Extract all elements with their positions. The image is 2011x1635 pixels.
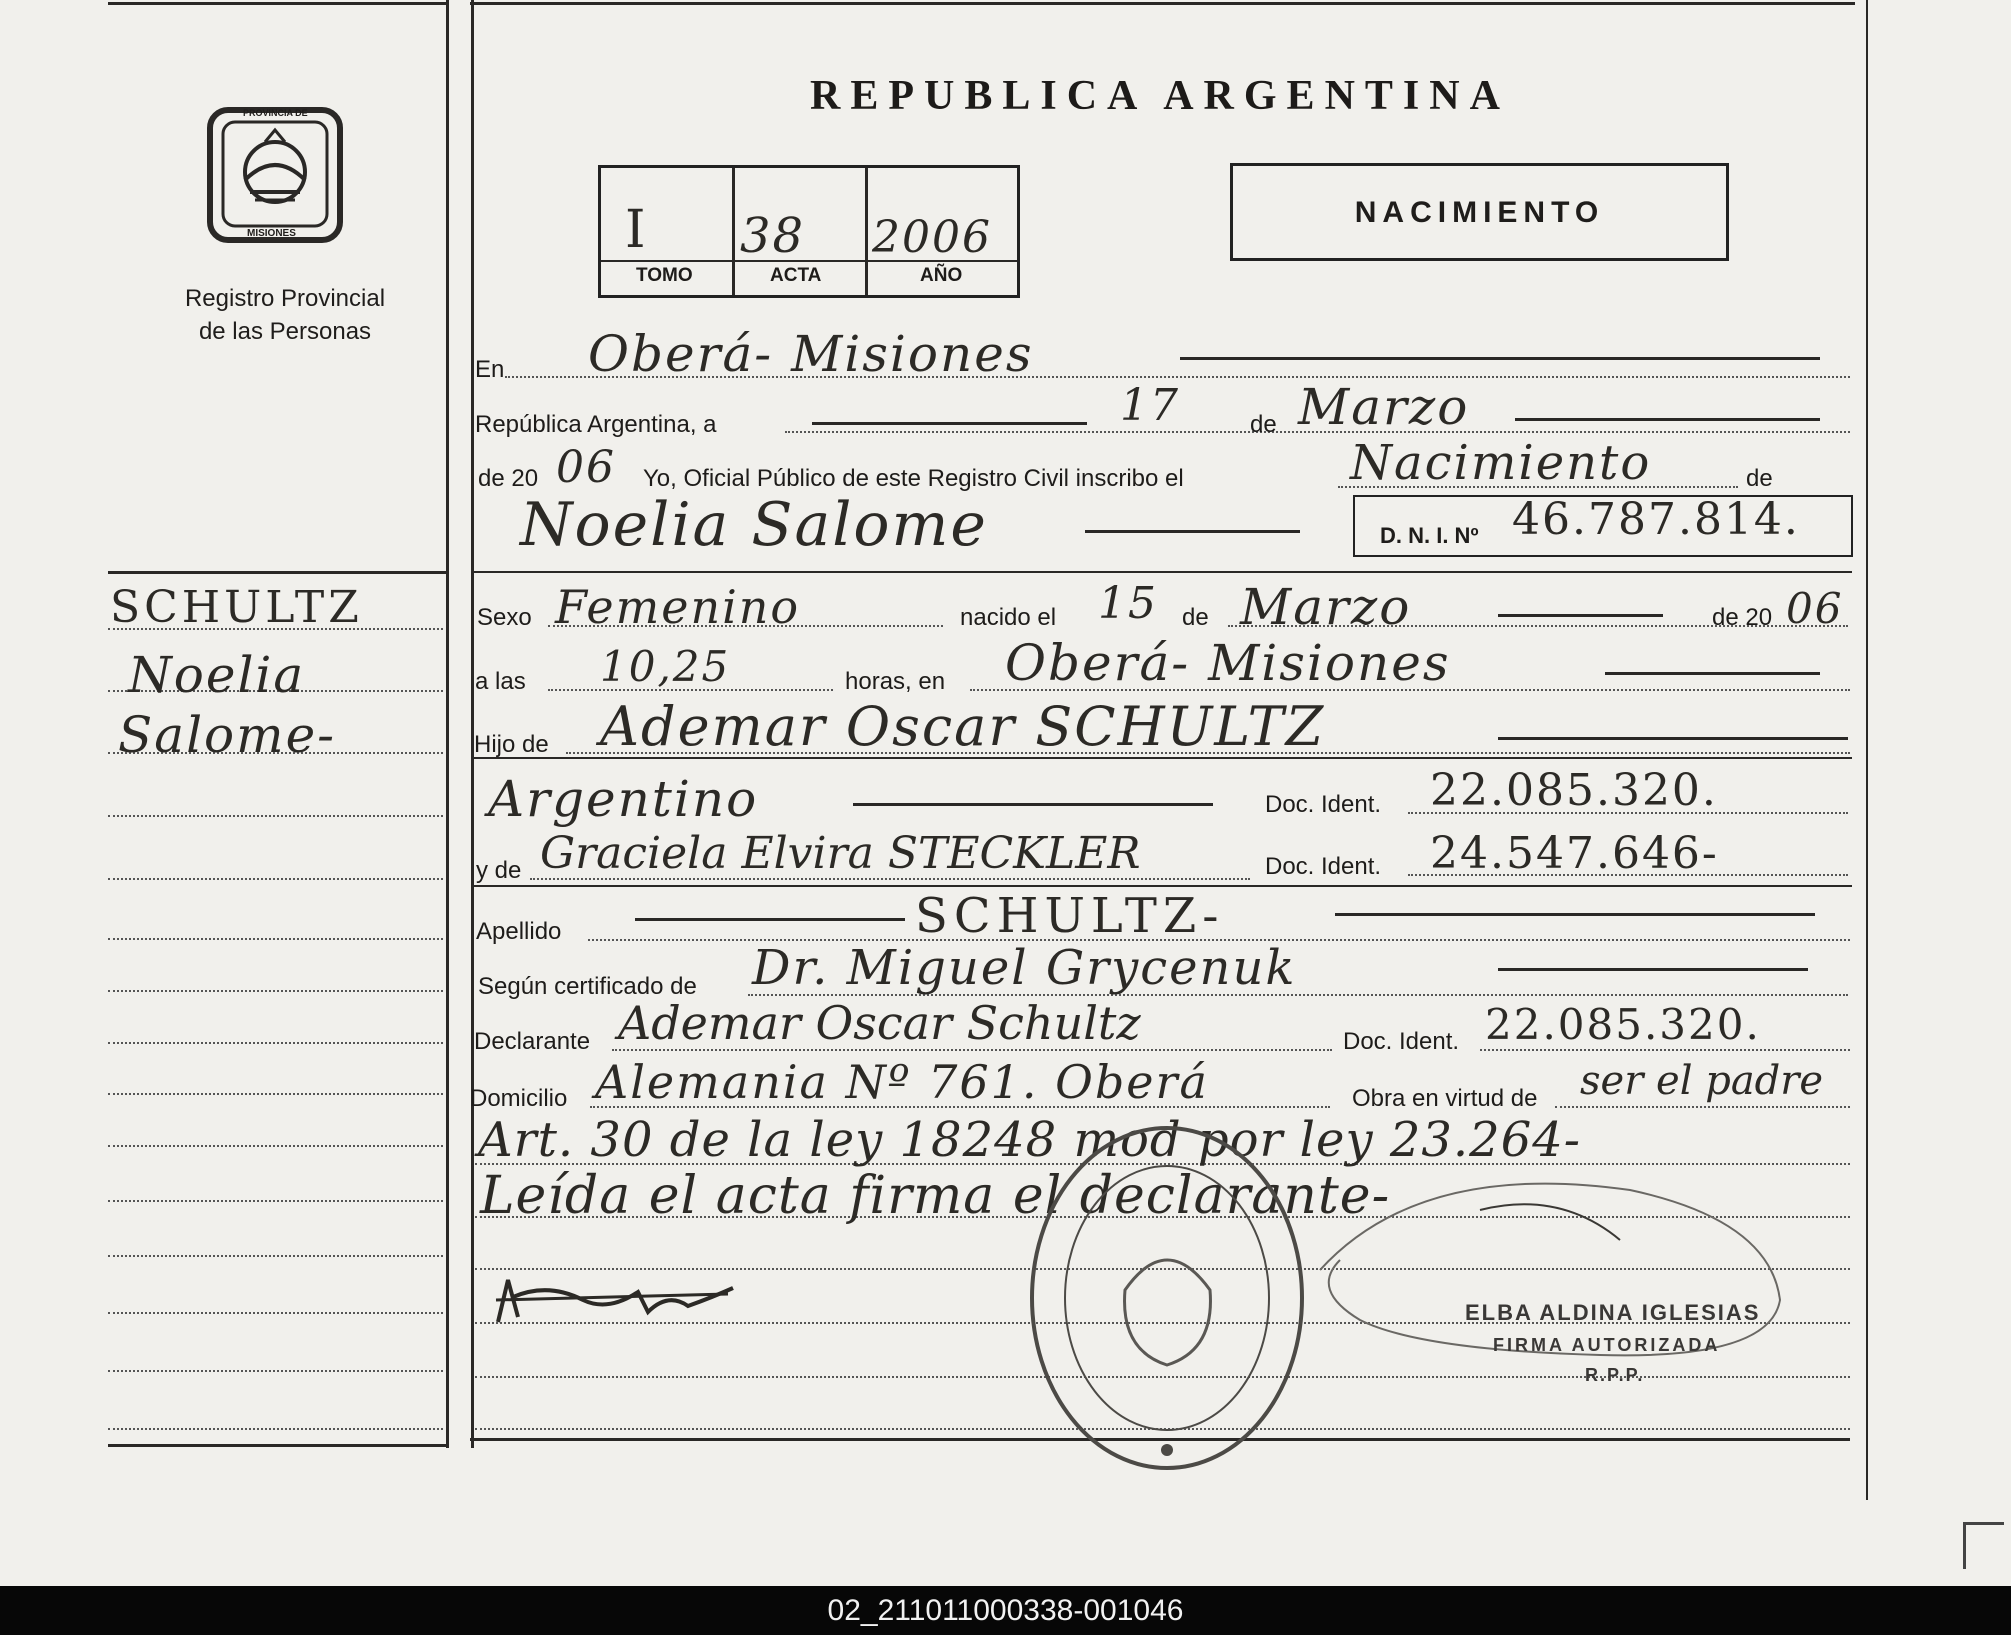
birth-month: Marzo	[1240, 578, 1412, 636]
margin-dotted-line	[108, 1312, 443, 1314]
declarant-signature	[488, 1262, 748, 1332]
republica-label: República Argentina, a	[475, 411, 717, 438]
a-las-label: a las	[475, 668, 526, 695]
declarante-doc: 22.085.320.	[1485, 1000, 1761, 1049]
dash-line	[635, 918, 905, 921]
birth-year-suffix: 06	[1786, 584, 1844, 633]
apellido-value: SCHULTZ-	[915, 888, 1225, 944]
margin-dotted-line	[108, 1370, 443, 1372]
ano-value: 2006	[872, 212, 992, 263]
oficial-statement: Yo, Oficial Público de este Registro Civil inscribo el	[643, 465, 1184, 492]
country-title: REPUBLICA ARGENTINA	[810, 73, 1510, 119]
birth-day: 15	[1098, 578, 1158, 629]
dni-label: D. N. I. Nº	[1380, 523, 1479, 548]
margin-dotted-line	[108, 1145, 443, 1147]
provincial-seal	[205, 100, 345, 250]
margin-dotted-line	[108, 1042, 443, 1044]
dash-line	[853, 803, 1213, 806]
margin-dotted-line	[108, 990, 443, 992]
domicilio-label: Domicilio	[470, 1085, 568, 1112]
registry-name-line1: Registro Provincial	[184, 285, 386, 312]
main-right-border	[1866, 0, 1868, 1500]
declarante-value: Ademar Oscar Schultz	[618, 996, 1141, 1050]
file-id: 02_211011000338-001046	[827, 1594, 1184, 1627]
sexo-value: Femenino	[555, 580, 801, 634]
certificate-by: Dr. Miguel Grycenuk	[752, 940, 1297, 996]
acta-label: ACTA	[770, 265, 822, 286]
en-label: En	[475, 356, 505, 383]
margin-dotted-line	[108, 815, 443, 817]
apellido-label: Apellido	[476, 918, 562, 945]
record-type: NACIMIENTO	[1354, 196, 1605, 229]
registration-day: 17	[1120, 380, 1180, 431]
dni-value: 46.787.814.	[1512, 494, 1800, 545]
y-de-label: y de	[476, 857, 522, 884]
obra-dotted-line	[1555, 1106, 1850, 1108]
act-type: Nacimiento	[1350, 435, 1652, 491]
margin-first-name: Noelia	[128, 646, 306, 704]
signer-role: FIRMA AUTORIZADA	[1493, 1335, 1721, 1355]
record-box-divider	[732, 168, 735, 295]
segun-label: Según certificado de	[478, 973, 697, 1000]
section-rule-1	[472, 571, 1852, 573]
doc-label-declarante: Doc. Ident.	[1343, 1028, 1460, 1055]
tomo-label: TOMO	[636, 265, 693, 286]
registration-month: Marzo	[1298, 378, 1470, 436]
margin-dotted-line	[108, 878, 443, 880]
father-nationality: Argentino	[488, 770, 759, 828]
dash-line	[1515, 418, 1820, 421]
registration-year-suffix: 06	[556, 442, 616, 493]
left-column-bottom-rule	[108, 1444, 448, 1447]
record-box-divider	[865, 168, 868, 295]
birth-place: Oberá- Misiones	[1005, 634, 1451, 692]
doc-label-mother: Doc. Ident.	[1265, 853, 1382, 880]
de-label: de	[1250, 411, 1277, 438]
margin-middle-name: Salome-	[118, 706, 337, 764]
signer-name: ELBA ALDINA IGLESIAS	[1465, 1300, 1761, 1325]
left-column-top-rule	[108, 2, 448, 5]
de-label-3: de	[1182, 604, 1209, 631]
dash-line	[1605, 672, 1820, 675]
hijo-label: Hijo de	[474, 731, 549, 758]
margin-dotted-line	[108, 1200, 443, 1202]
dash-line	[1498, 968, 1808, 971]
section-rule-3	[472, 885, 1852, 887]
en-value: Oberá- Misiones	[588, 325, 1034, 383]
seal-top-text: PROVINCIA DE	[243, 108, 308, 118]
de-label-2: de	[1746, 465, 1773, 492]
dash-line	[1085, 530, 1300, 533]
sexo-label: Sexo	[477, 604, 532, 631]
signer-org: R.P.P.	[1585, 1365, 1645, 1385]
registry-oval-stamp	[1025, 1120, 1310, 1475]
margin-dotted-line	[108, 938, 443, 940]
doc-label-father: Doc. Ident.	[1265, 791, 1382, 818]
nacido-label: nacido el	[960, 604, 1057, 631]
margin-dotted-line	[108, 1255, 443, 1257]
dash-line	[1180, 357, 1820, 360]
registry-name	[140, 282, 430, 348]
main-top-rule	[470, 2, 1855, 5]
declarante-doc-dotted-line	[1480, 1049, 1850, 1051]
de20-label: de 20	[478, 465, 539, 492]
acta-value: 38	[740, 208, 806, 264]
de20-label-2: de 20	[1712, 604, 1773, 631]
notes-line-2: Leída el acta firma el declarante-	[480, 1166, 1391, 1226]
mother-doc: 24.547.646-	[1430, 828, 1719, 879]
horas-label: horas, en	[845, 668, 946, 695]
dash-line	[1335, 913, 1815, 916]
margin-surname: SCHULTZ	[110, 582, 363, 633]
father-doc: 22.085.320.	[1430, 765, 1718, 816]
main-left-border	[471, 0, 474, 1448]
registry-name-line2: de las Personas	[198, 318, 372, 345]
seal-bottom-text: MISIONES	[247, 228, 296, 239]
mother-name: Graciela Elvira STECKLER	[540, 828, 1141, 879]
declarante-label: Declarante	[474, 1028, 591, 1055]
obra-label: Obra en virtud de	[1352, 1085, 1538, 1112]
father-name: Ademar Oscar SCHULTZ	[600, 695, 1326, 758]
obra-value: ser el padre	[1580, 1058, 1824, 1104]
domicilio-value: Alemania Nº 761. Oberá	[595, 1055, 1209, 1109]
ano-label: AÑO	[920, 265, 963, 286]
notes-line-1: Art. 30 de la ley 18248 mod por ley 23.264-	[478, 1112, 1581, 1168]
person-name: Noelia Salome	[520, 490, 988, 560]
dash-line	[812, 422, 1087, 425]
left-column-divider	[446, 0, 449, 1448]
tomo-value: I	[625, 200, 648, 260]
dash-line	[1498, 614, 1663, 617]
dash-line	[1498, 737, 1848, 740]
margin-dotted-line	[108, 1428, 443, 1430]
corner-mark	[1963, 1522, 2004, 1569]
birth-time: 10,25	[600, 642, 731, 691]
margin-dotted-line	[108, 1093, 443, 1095]
left-column-mid-rule	[108, 571, 448, 574]
file-id-bar	[0, 1586, 2011, 1635]
